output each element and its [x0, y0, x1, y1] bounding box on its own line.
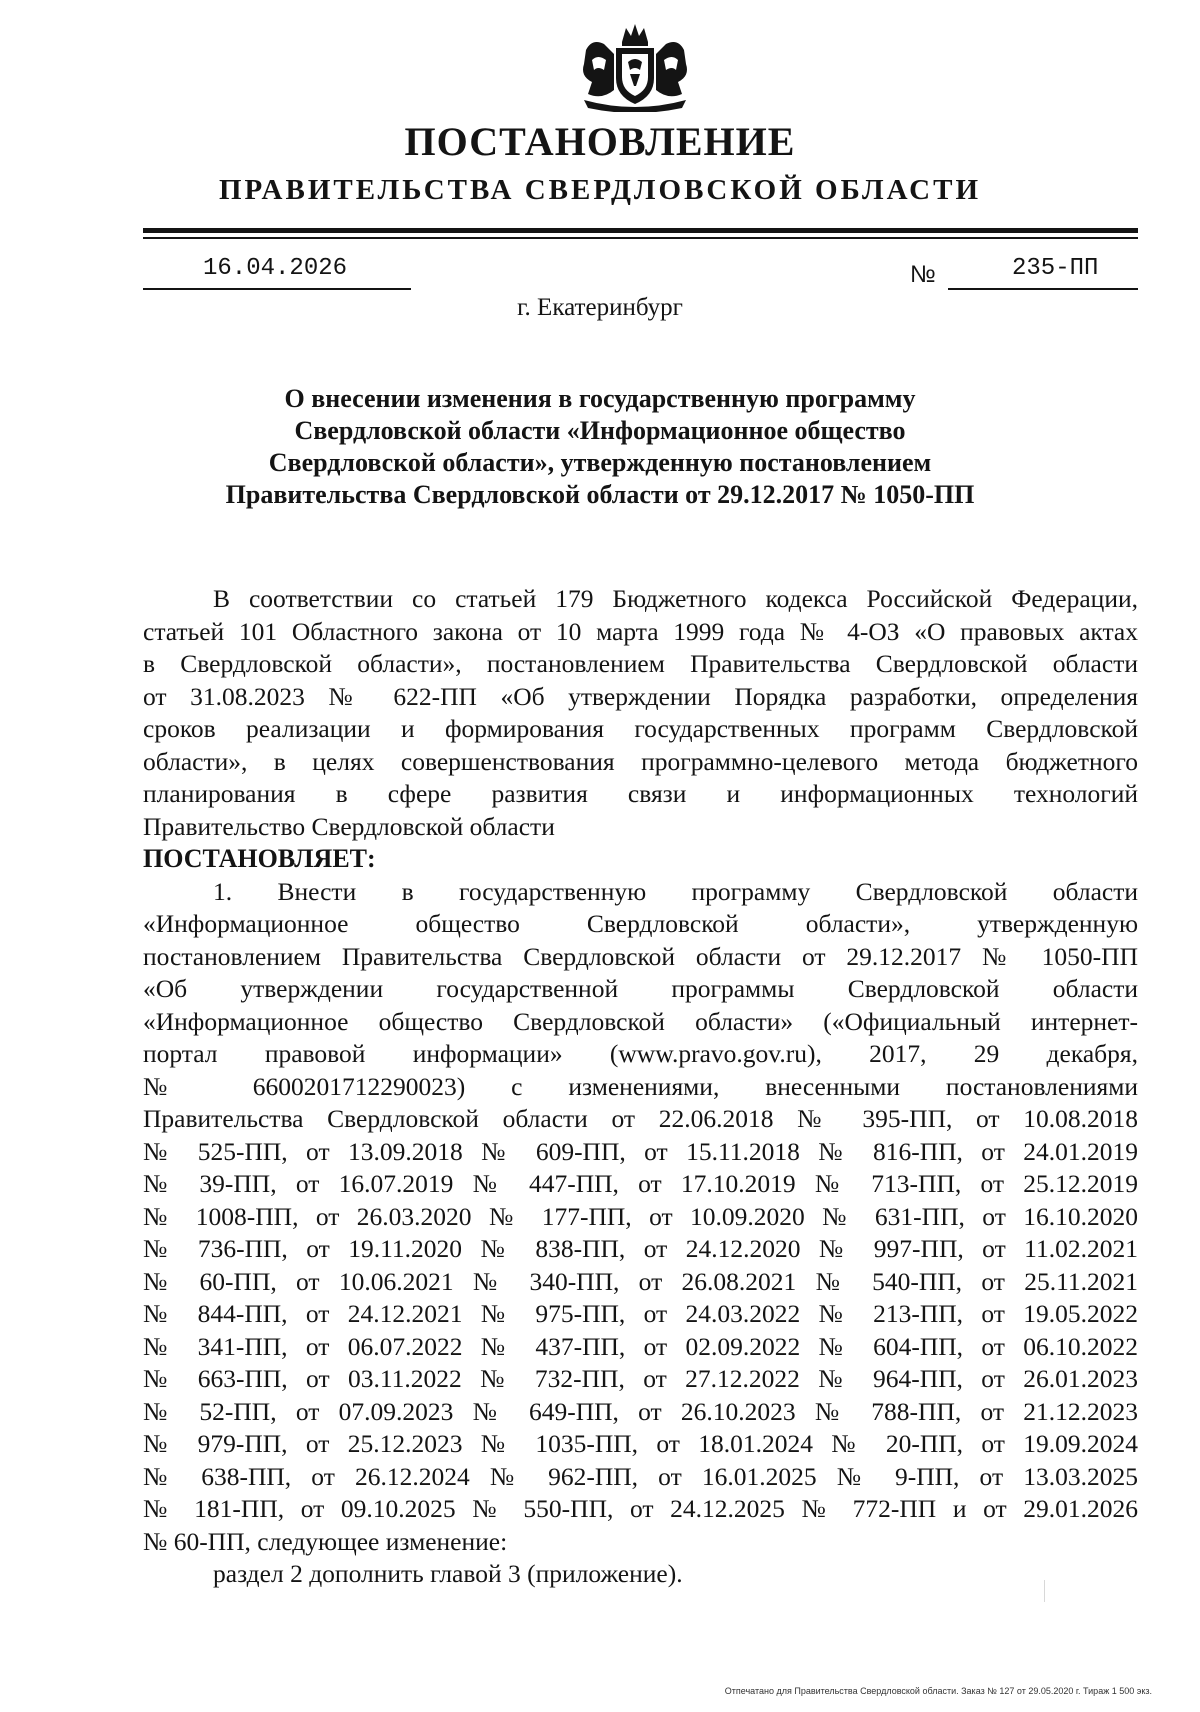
- header-divider-thin: [143, 237, 1138, 239]
- item-line: № 60-ПП, следующее изменение:: [143, 1526, 508, 1556]
- heading-line: Правительства Свердловской области от 29.12.2017 № 1050-ПП: [225, 480, 975, 509]
- document-heading: [200, 383, 1000, 511]
- item-line: № 1008-ПП, от 26.03.2020 № 177-ПП, от 10.09.2020 № 631-ПП, от 16.10.2020: [143, 1201, 1138, 1231]
- item-line: № 52-ПП, от 07.09.2023 № 649-ПП, от 26.10.2023 № 788-ПП, от 21.12.2023: [143, 1396, 1138, 1426]
- heading-line: Свердловской области «Информационное общество: [294, 416, 906, 445]
- preamble-line: планирования в сфере развития связи и информационных технологий: [143, 779, 1138, 808]
- item-line: № 979-ПП, от 25.12.2023 № 1035-ПП, от 18.01.2024 № 20-ПП, от 19.09.2024: [143, 1429, 1138, 1458]
- document-body: [143, 583, 1138, 1591]
- print-note: Отпечатано для Правительства Свердловской области. Заказ № 127 от 29.05.2020 г. Тираж 1 500 экз.: [724, 1686, 1152, 1696]
- item-line: № 60-ПП, от 10.06.2021 № 340-ПП, от 26.08.2021 № 540-ПП, от 25.11.2021: [143, 1266, 1138, 1296]
- item-line: «Информационное общество Свердловской области» («Официальный интернет-: [143, 1006, 1138, 1036]
- heading-line: Свердловской области», утвержденную постановлением: [268, 448, 932, 477]
- preamble-line: области», в целях совершенствования программно-целевого метода бюджетного: [143, 746, 1138, 776]
- item-line: № 736-ПП, от 19.11.2020 № 838-ПП, от 24.12.2020 № 997-ПП, от 11.02.2021: [143, 1234, 1138, 1263]
- item-line: № 39-ПП, от 16.07.2019 № 447-ПП, от 17.10.2019 № 713-ПП, от 25.12.2019: [143, 1169, 1138, 1198]
- item-line: № 638-ПП, от 26.12.2024 № 962-ПП, от 16.01.2025 № 9-ПП, от 13.03.2025: [143, 1461, 1138, 1491]
- preamble-line: сроков реализации и формирования государственных программ Свердловской: [143, 714, 1138, 743]
- document-number: 235-ПП: [1012, 255, 1099, 282]
- date-field: [143, 252, 411, 290]
- preamble-line: статьей 101 Областного закона от 10 марта 1999 года № 4-ОЗ «О правовых актах: [143, 616, 1138, 646]
- document-title: ПОСТАНОВЛЕНИЕ: [404, 119, 796, 164]
- item-line: № 844-ПП, от 24.12.2021 № 975-ПП, от 24.03.2022 № 213-ПП, от 19.05.2022: [143, 1299, 1138, 1328]
- scan-mark: [1044, 1580, 1045, 1602]
- preamble-line: в Свердловской области», постановлением Правительства Свердловской области: [143, 649, 1138, 678]
- preamble-line: В соответствии со статьей 179 Бюджетного кодекса Российской Федерации,: [213, 584, 1138, 613]
- item-line: портал правовой информации» (www.pravo.gov.ru), 2017, 29 декабря,: [143, 1039, 1138, 1068]
- final-line: раздел 2 дополнить главой 3 (приложение).: [213, 1559, 683, 1588]
- city-label: г. Екатеринбург: [517, 294, 683, 321]
- preamble-line: Правительство Свердловской области: [143, 811, 555, 841]
- item-line: постановлением Правительства Свердловской области от 29.12.2017 № 1050-ПП: [143, 941, 1138, 971]
- item-line: № 181-ПП, от 09.10.2025 № 550-ПП, от 24.12.2025 № 772-ПП и от 29.01.2026: [143, 1494, 1138, 1523]
- item-line: 1. Внести в государственную программу Свердловской области: [213, 876, 1138, 906]
- item-line: № 6600201712290023) с изменениями, внесенными постановлениями: [143, 1071, 1138, 1101]
- number-label: №: [910, 261, 936, 288]
- item-line: № 525-ПП, от 13.09.2018 № 609-ПП, от 15.11.2018 № 816-ПП, от 24.01.2019: [143, 1136, 1138, 1166]
- item-line: Правительства Свердловской области от 22.06.2018 № 395-ПП, от 10.08.2018: [143, 1104, 1138, 1133]
- item-line: «Информационное общество Свердловской области», утвержденную: [143, 909, 1138, 938]
- document-date: 16.04.2026: [203, 255, 348, 282]
- item-line: № 663-ПП, от 03.11.2022 № 732-ПП, от 27.12.2022 № 964-ПП, от 26.01.2023: [143, 1364, 1138, 1393]
- item-line: «Об утверждении государственной программы Свердловской области: [143, 974, 1138, 1003]
- number-field: [948, 252, 1138, 290]
- resolves-heading: ПОСТАНОВЛЯЕТ:: [143, 844, 376, 873]
- coat-of-arms-icon: [570, 20, 700, 112]
- heading-line: О внесении изменения в государственную программу: [284, 384, 916, 413]
- document-subtitle: ПРАВИТЕЛЬСТВА СВЕРДЛОВСКОЙ ОБЛАСТИ: [218, 174, 982, 206]
- header-divider-thick: [143, 228, 1138, 233]
- item-line: № 341-ПП, от 06.07.2022 № 437-ПП, от 02.09.2022 № 604-ПП, от 06.10.2022: [143, 1331, 1138, 1361]
- preamble-line: от 31.08.2023 № 622-ПП «Об утверждении Порядка разработки, определения: [143, 681, 1138, 711]
